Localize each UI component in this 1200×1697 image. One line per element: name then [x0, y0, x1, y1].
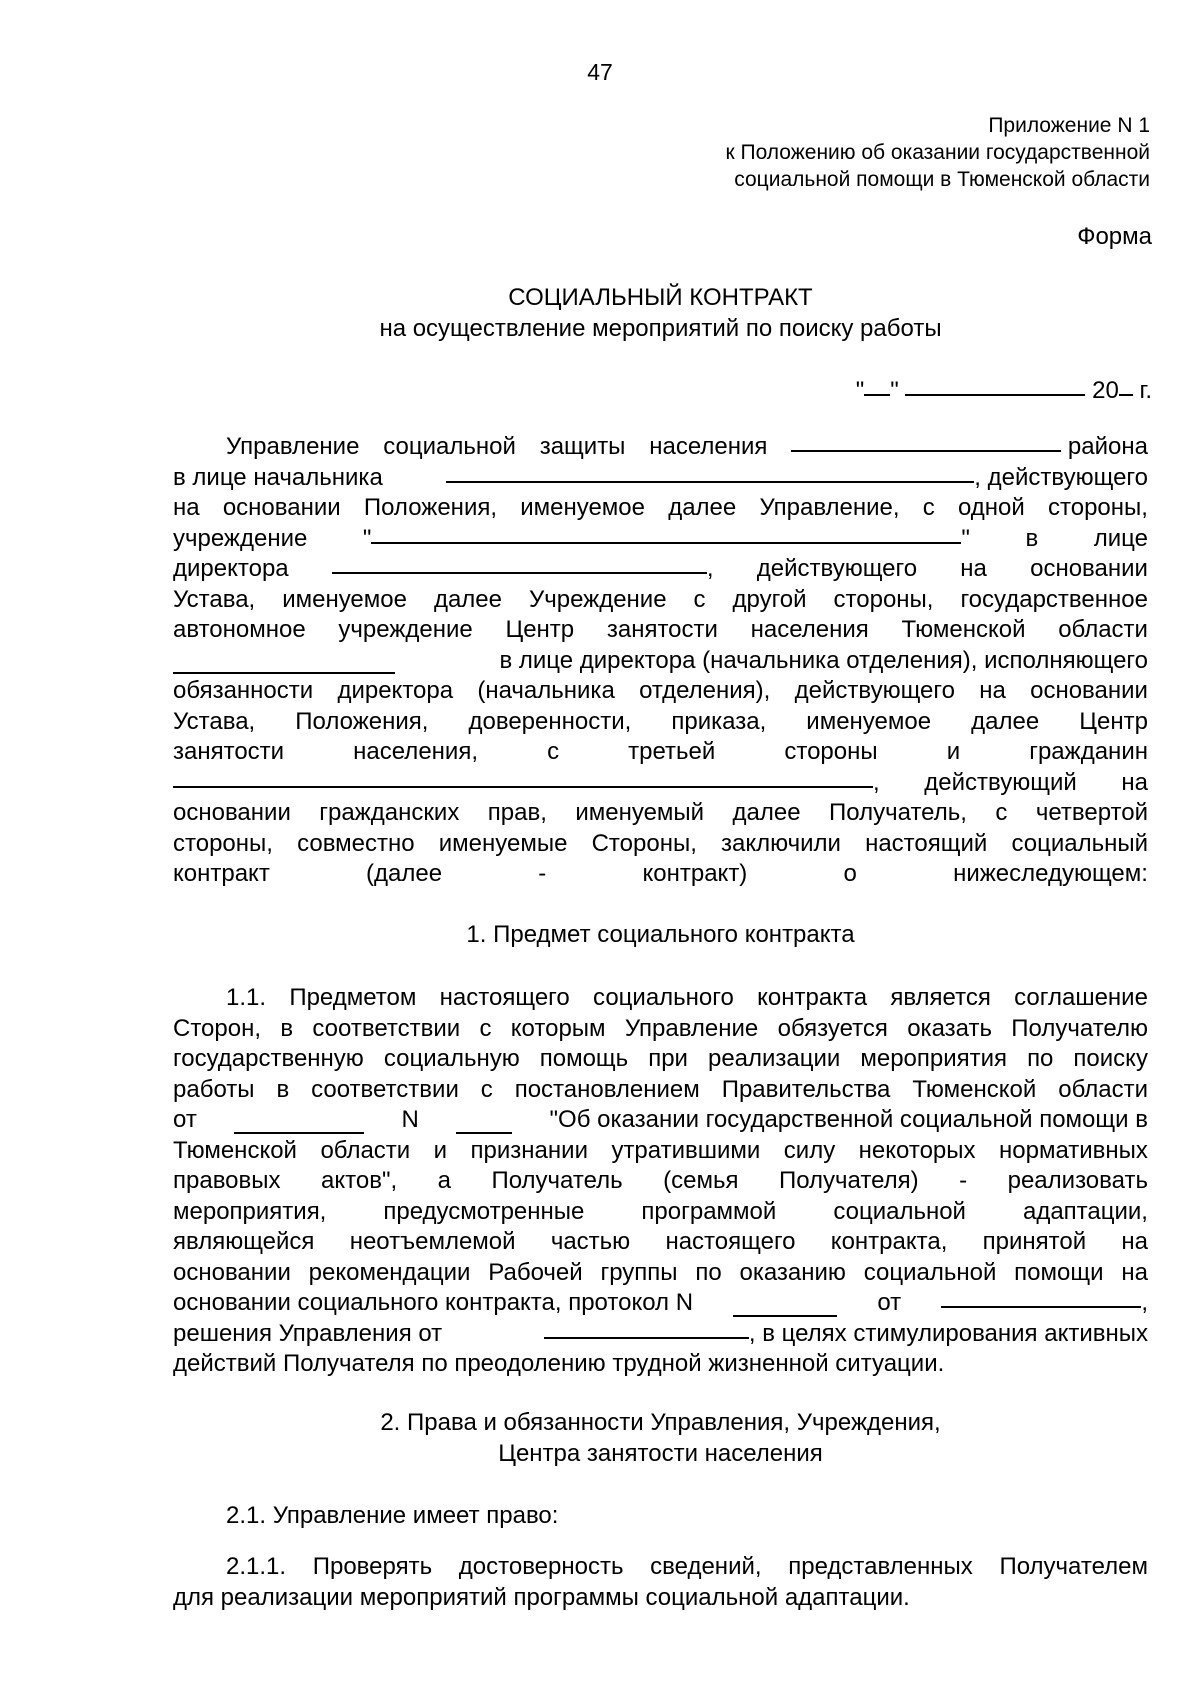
appendix-line-2: к Положению об оказании государственной	[725, 141, 1150, 164]
preamble-line-6: Устава, именуемое далее Учреждение с другой стороны, государственное	[173, 585, 1148, 613]
institution-blank	[371, 542, 961, 544]
preamble-line-13: основании гражданских прав, именуемый далее Получатель, с четвертой	[173, 799, 1148, 826]
month-blank	[905, 394, 1085, 396]
section-2-1-1	[173, 1552, 1148, 1613]
preamble-line-11: занятости населения, с третьей стороны и гражданин	[173, 738, 1148, 765]
s1-line-8: мероприятия, предусмотренные программой социальной адаптации,	[173, 1197, 1148, 1225]
protocol-date-blank	[941, 1306, 1141, 1308]
document-title: СОЦИАЛЬНЫЙ КОНТРАКТ	[508, 284, 813, 311]
s2-p211-line-2: для реализации мероприятий программы социальной адаптации.	[173, 1583, 910, 1611]
title-block	[173, 282, 1148, 344]
section-2-title-line-1: 2. Права и обязанности Управления, Учреждения,	[380, 1409, 941, 1436]
s1-line-6: Тюменской области и признании утратившими силу некоторых нормативных	[173, 1136, 1148, 1164]
day-blank	[864, 394, 890, 396]
resolution-number-blank	[456, 1103, 512, 1134]
citizen-blank	[173, 786, 873, 788]
preamble-line-12: , действующий на	[173, 768, 1148, 799]
date-line: " " 20 г.	[855, 377, 1152, 404]
preamble-line-8: в лице директора (начальника отделения), исполняющего	[173, 646, 1148, 677]
section-2-title	[173, 1407, 1148, 1469]
appendix-line-3: социальной помощи в Тюменской области	[734, 168, 1150, 191]
district-blank	[791, 450, 1061, 452]
resolution-date-blank	[234, 1103, 364, 1134]
head-name-blank	[446, 481, 974, 483]
form-label: Форма	[1077, 223, 1152, 250]
s1-line-2: Сторон, в соответствии с которым Управление обязуется оказать Получателю	[173, 1014, 1148, 1042]
appendix-header	[725, 112, 1150, 193]
preamble-line-15: контракт (далее - контракт) о нижеследующем:	[173, 860, 1148, 887]
section-1-title: 1. Предмет социального контракта	[466, 921, 855, 948]
year-blank	[1119, 394, 1133, 396]
s1-line-1: 1.1. Предметом настоящего социального контракта является соглашение	[226, 984, 1148, 1011]
center-blank	[173, 644, 395, 675]
preamble-line-2: в лице начальника , действующего	[173, 463, 1148, 491]
appendix-line-1: Приложение N 1	[988, 114, 1150, 137]
preamble-line-3: на основании Положения, именуемое далее Управление, с одной стороны,	[173, 494, 1148, 521]
preamble-line-1: Управление социальной защиты населения района	[226, 433, 1148, 460]
preamble-line-7: автономное учреждение Центр занятости населения Тюменской области	[173, 616, 1148, 643]
preamble-line-9: обязанности директора (начальника отделения), действующего на основании	[173, 677, 1148, 704]
s1-line-5: от N "Об оказании государственной социальной помощи в	[173, 1105, 1148, 1136]
s1-line-10: основании рекомендации Рабочей группы по оказанию социальной помощи на	[173, 1258, 1148, 1286]
section-2-title-line-2: Центра занятости населения	[498, 1440, 823, 1467]
preamble	[173, 432, 1148, 890]
section-2-body	[173, 1501, 1148, 1532]
document-subtitle: на осуществление мероприятий по поиску работы	[379, 315, 942, 342]
s2-p21: 2.1. Управление имеет право:	[226, 1502, 559, 1529]
director-blank	[332, 572, 707, 574]
s1-line-13: действий Получателя по преодолению трудной жизненной ситуации.	[173, 1350, 945, 1377]
preamble-line-10: Устава, Положения, доверенности, приказа, именуемое далее Центр	[173, 707, 1148, 735]
s1-line-3: государственную социальную помощь при реализации мероприятия по поиску	[173, 1045, 1148, 1072]
preamble-line-5: директора , действующего на основании	[173, 555, 1148, 582]
s1-line-11: основании социального контракта, протокол N от ,	[173, 1288, 1148, 1319]
s1-line-7: правовых актов", а Получатель (семья Получателя) - реализовать	[173, 1167, 1148, 1194]
s2-p211-line-1: 2.1.1. Проверять достоверность сведений, представленных Получателем	[226, 1553, 1148, 1580]
s1-line-4: работы в соответствии с постановлением Правительства Тюменской области	[173, 1075, 1148, 1103]
s1-line-9: являющейся неотъемлемой частью настоящего контракта, принятой на	[173, 1228, 1148, 1255]
page-number: 47	[587, 59, 613, 85]
decision-date-blank	[544, 1337, 749, 1339]
s1-line-12: решения Управления от , в целях стимулирования активных	[173, 1319, 1148, 1347]
protocol-number-blank	[733, 1286, 837, 1317]
preamble-line-14: стороны, совместно именуемые Стороны, заключили настоящий социальный	[173, 829, 1148, 857]
section-1-body	[173, 983, 1148, 1380]
preamble-line-4: учреждение " " в лице	[173, 524, 1148, 552]
